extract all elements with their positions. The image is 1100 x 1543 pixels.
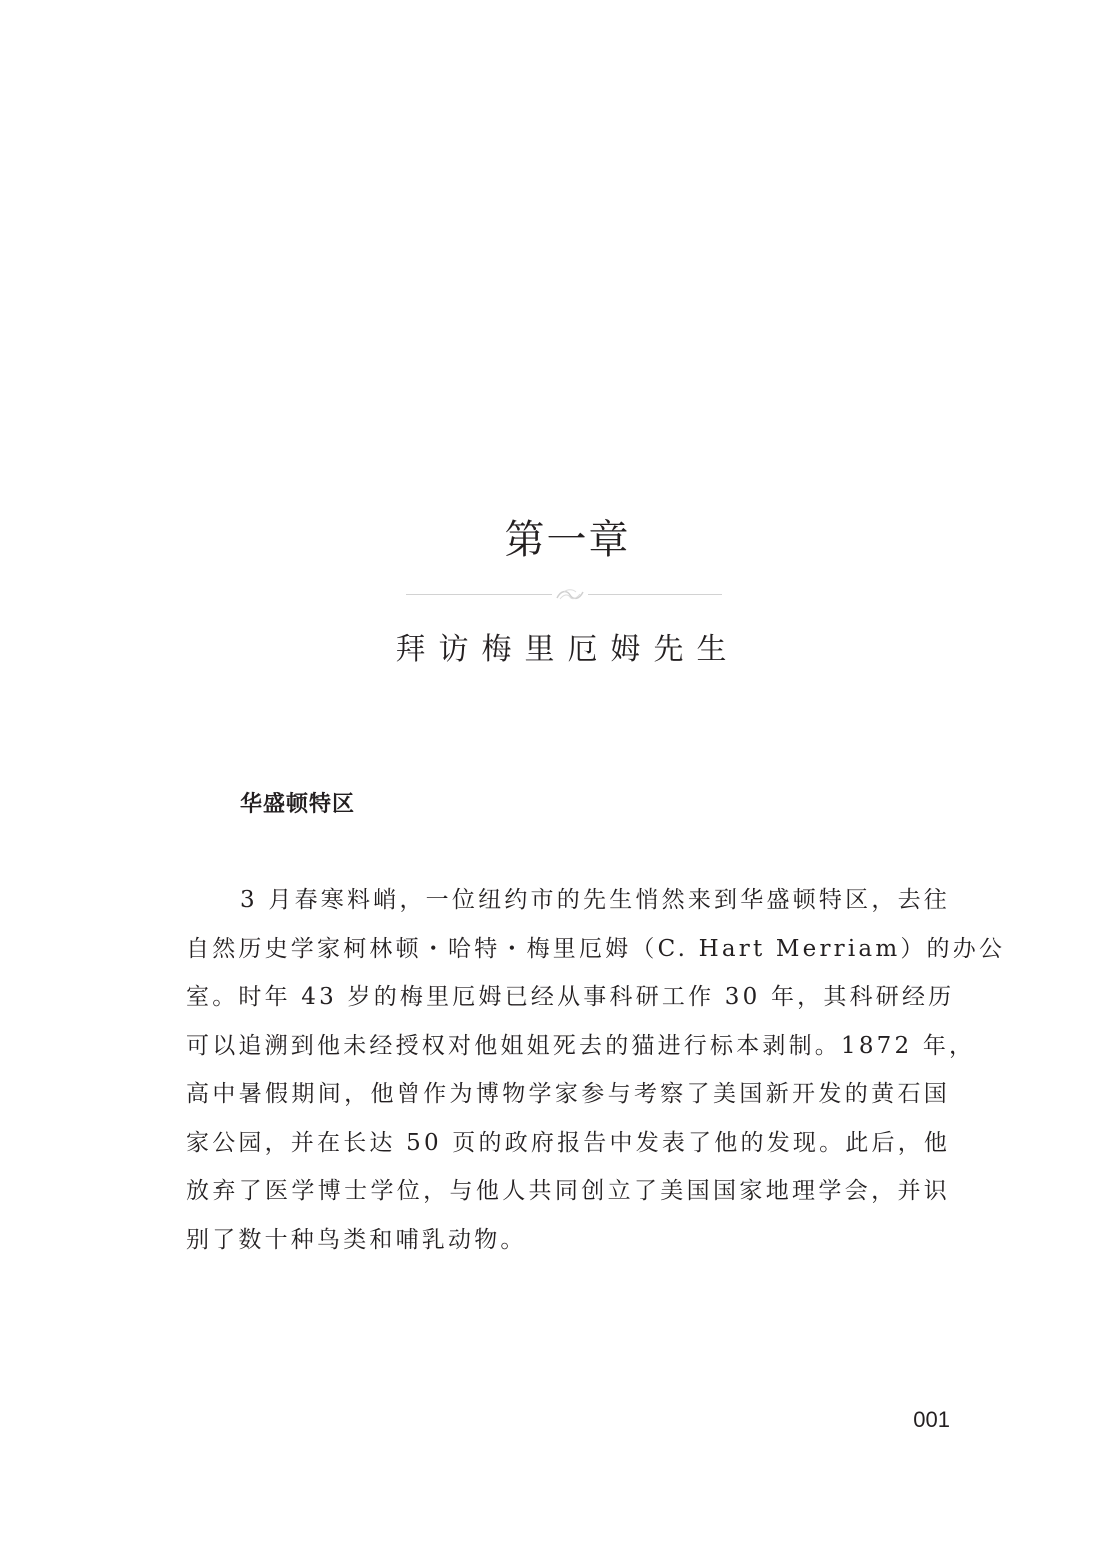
paragraph-line: 自然历史学家柯林顿・哈特・梅里厄姆（C. Hart Merriam）的办公	[186, 935, 1006, 962]
paragraph-line: 别了数十种鸟类和哺乳动物。	[186, 1226, 527, 1253]
paragraph-line: 室。时年 43 岁的梅里厄姆已经从事科研工作 30 年，其科研经历	[186, 984, 955, 1010]
flourish-divider-icon	[554, 586, 586, 604]
paragraph-line: 3 月春寒料峭，一位纽约市的先生悄然来到华盛顿特区，去往	[240, 887, 950, 913]
body-paragraph	[186, 878, 1006, 1266]
paragraph-line: 高中暑假期间，他曾作为博物学家参与考察了美国新开发的黄石国	[186, 1081, 950, 1107]
paragraph-line: 家公园，并在长达 50 页的政府报告中发表了他的发现。此后，他	[186, 1129, 951, 1156]
paragraph-line: 可以追溯到他未经授权对他姐姐死去的猫进行标本剥制。1872 年，	[186, 1032, 976, 1059]
section-heading: 华盛顿特区	[240, 792, 356, 817]
page-number: 001	[913, 1407, 950, 1432]
chapter-title: 拜访梅里厄姆先生	[395, 632, 740, 667]
paragraph-line: 放弃了医学博士学位，与他人共同创立了美国国家地理学会，并识	[186, 1178, 950, 1204]
chapter-number: 第一章	[504, 517, 631, 563]
divider-rule-right	[588, 594, 722, 595]
chapter-divider	[406, 585, 722, 605]
divider-rule-left	[406, 594, 552, 595]
